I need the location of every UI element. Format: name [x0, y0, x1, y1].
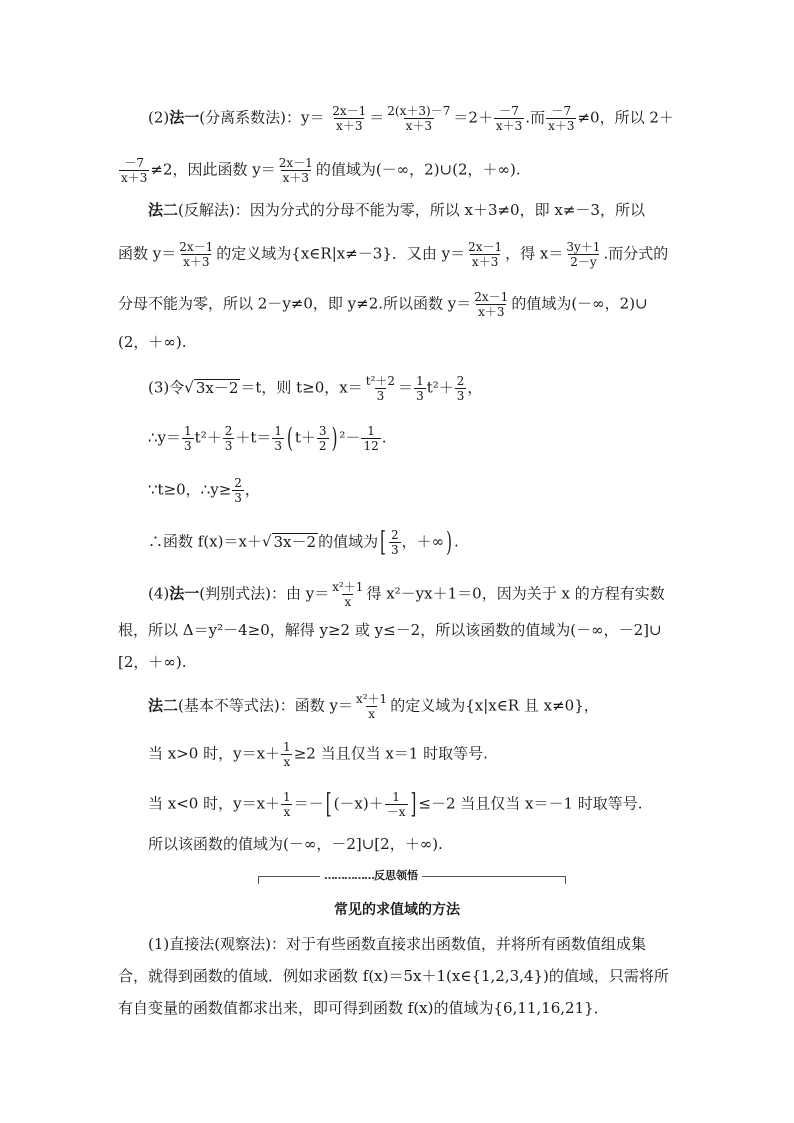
fraction: $\frac{2}{3}$ — [224, 424, 233, 453]
fraction: $\frac{3}{2}$ — [318, 424, 327, 453]
fraction: $\frac{1}{12}$ — [363, 424, 379, 453]
fraction: $\frac{\text{t²＋2}}{3}$ — [365, 374, 396, 403]
section-line1: (1)直接法(观察法)：对于有些函数直接求出函数值，并将所有函数值组成集 — [148, 935, 646, 953]
fraction: $\frac{2x-1}{x+3}$ — [179, 240, 214, 269]
method-one-label: 法一 — [169, 108, 200, 127]
banner-label: ……………反思领悟 — [320, 868, 422, 884]
reflection-banner — [258, 868, 566, 884]
fraction: $\frac{2}{3}$ — [234, 476, 242, 505]
fraction: $\frac{2x-1}{x+3}$ — [278, 156, 313, 185]
part4-method2-line1: 法二(基本不等式法)：函数 y＝ $\frac{\text{x²＋1}}{x}$ 的定义域为{x|x∈R 且 x≠0}， — [148, 692, 599, 721]
section-line3: 有自变量的函数值都求出来，即可得到函数 f(x)的值域为{6,11,16,21}． — [118, 999, 609, 1017]
fraction: $\frac{-7}{x+3}$ — [121, 156, 148, 185]
section-line2: 合，就得到函数的值域．例如求函数 f(x)＝5x＋1(x∈{1,2,3,4})的值域，只需将所 — [118, 967, 669, 985]
part2-line2: $\frac{-7}{x+3}$ ≠2，因此函数 y＝ $\frac{2x-1}{x+3}$ 的值域为(－∞，2)∪(2，＋∞). — [121, 156, 521, 185]
part2-method2-line1: 法二(反解法)：因为分式的分母不能为零，所以 x＋3≠0，即 x≠－3，所以 — [148, 201, 645, 219]
part3-line1: (3)令√ 3x－2 ＝t，则 t≥0，x＝ $\frac{\text{t²＋2}}{3}$ ＝ $\frac{1}{3}$ t²＋ $\frac{2}{3}$ ， — [148, 374, 483, 403]
fraction: $\frac{-7}{x+3}$ — [548, 104, 575, 133]
fraction: $\frac{1}{-x}$ — [386, 790, 406, 819]
fraction: $\frac{1}{3}$ — [274, 424, 283, 453]
part3-line3: ∵t≥0，∴y≥ $\frac{2}{3}$ ， — [148, 476, 260, 505]
part2-method2-line4: (2，＋∞). — [118, 333, 187, 351]
fraction: $\frac{2(x+3)-7}{x+3}$ — [387, 104, 451, 133]
section-title: 常见的求值域的方法 — [334, 902, 460, 918]
part2-method2-line3: 分母不能为零，所以 2－y≠0，即 y≠2.所以函数 y＝ $\frac{2x-1}{x+3}$ 的值域为(－∞，2)∪ — [118, 290, 648, 319]
radicand: 3x－2 — [195, 378, 239, 397]
part4-line3: [2，＋∞). — [118, 653, 187, 671]
fraction: $\frac{2x-1}{x+3}$ — [468, 240, 503, 269]
method-two-label: 法二 — [148, 201, 179, 219]
radicand: 3x－2 — [273, 532, 317, 551]
fraction: $\frac{1}{3}$ — [416, 374, 424, 403]
fraction: $\frac{1}{x}$ — [283, 790, 291, 819]
part4-method2-line3: 当 x<0 时，y＝x＋ $\frac{1}{x}$ ＝－ [ (－x)＋ $\frac{1}{-x}$ ] ≤－2 当且仅当 x＝－1 时取等号. — [148, 787, 643, 820]
fraction: $\frac{1}{x}$ — [283, 740, 291, 769]
fraction: $\frac{2x-1}{x+3}$ — [332, 104, 367, 133]
part3-line4: ∴函数 f(x)＝x＋√ 3x－2 的值域为 [ $\frac{2}{3}$ ，＋∞ ) . — [148, 525, 459, 558]
banner-left-tick — [258, 876, 265, 884]
fraction: $\frac{2}{3}$ — [456, 374, 465, 403]
part3-line2: ∴y＝ $\frac{1}{3}$ t²＋ $\frac{2}{3}$ ＋t＝ $\frac{1}{3}$ ( t＋ $\frac{3}{2}$ ) ²－ $\frac{1}{12}$ . — [148, 421, 387, 454]
sqrt-symbol: √ — [184, 378, 194, 397]
fraction: $\frac{2}{3}$ — [390, 528, 399, 557]
method-two-label: 法二 — [148, 696, 179, 715]
part2-method2-line2: 函数 y＝ $\frac{2x-1}{x+3}$ 的定义域为{x∈R|x≠－3}．又由 y＝ $\frac{2x-1}{x+3}$ ，得 x＝ $\frac{3y+1}{2-y}$ .而分式的 — [118, 240, 669, 269]
part2-line1: (2)法一(分离系数法)：y＝ $\frac{2x-1}{x+3}$ ＝ $\frac{2(x+3)-7}{x+3}$ ＝2＋ $\frac{-7}{x+3}$ .而 $\frac{-7}{x+3}$ ≠0，所以 2＋ — [148, 104, 674, 133]
fraction: $\frac{2x-1}{x+3}$ — [474, 290, 509, 319]
fraction: $\frac{3y+1}{2-y}$ — [566, 240, 601, 269]
part4-line2: 根，所以 Δ＝y²－4≥0，解得 y≥2 或 y≤－2，所以该函数的值域为(－∞，－2]∪ — [118, 621, 662, 639]
banner-right-tick — [559, 876, 566, 884]
fraction: $\frac{-7}{x+3}$ — [495, 104, 523, 133]
fraction: $\frac{\text{x²＋1}}{x}$ — [332, 580, 364, 609]
part4-line1: (4)法一(判别式法)：由 y＝ $\frac{\text{x²＋1}}{x}$ 得 x²－yx＋1＝0，因为关于 x 的方程有实数 — [148, 580, 665, 609]
sqrt-symbol: √ — [261, 532, 272, 551]
method-one-label: 法一 — [169, 584, 200, 603]
part4-method2-line2: 当 x>0 时，y＝x＋ $\frac{1}{x}$ ≥2 当且仅当 x＝1 时取等号. — [148, 740, 488, 769]
part4-method2-line4: 所以该函数的值域为(－∞，－2]∪[2，＋∞). — [148, 835, 443, 853]
fraction: $\frac{\text{x²＋1}}{x}$ — [355, 692, 388, 721]
fraction: $\frac{1}{3}$ — [184, 424, 192, 453]
